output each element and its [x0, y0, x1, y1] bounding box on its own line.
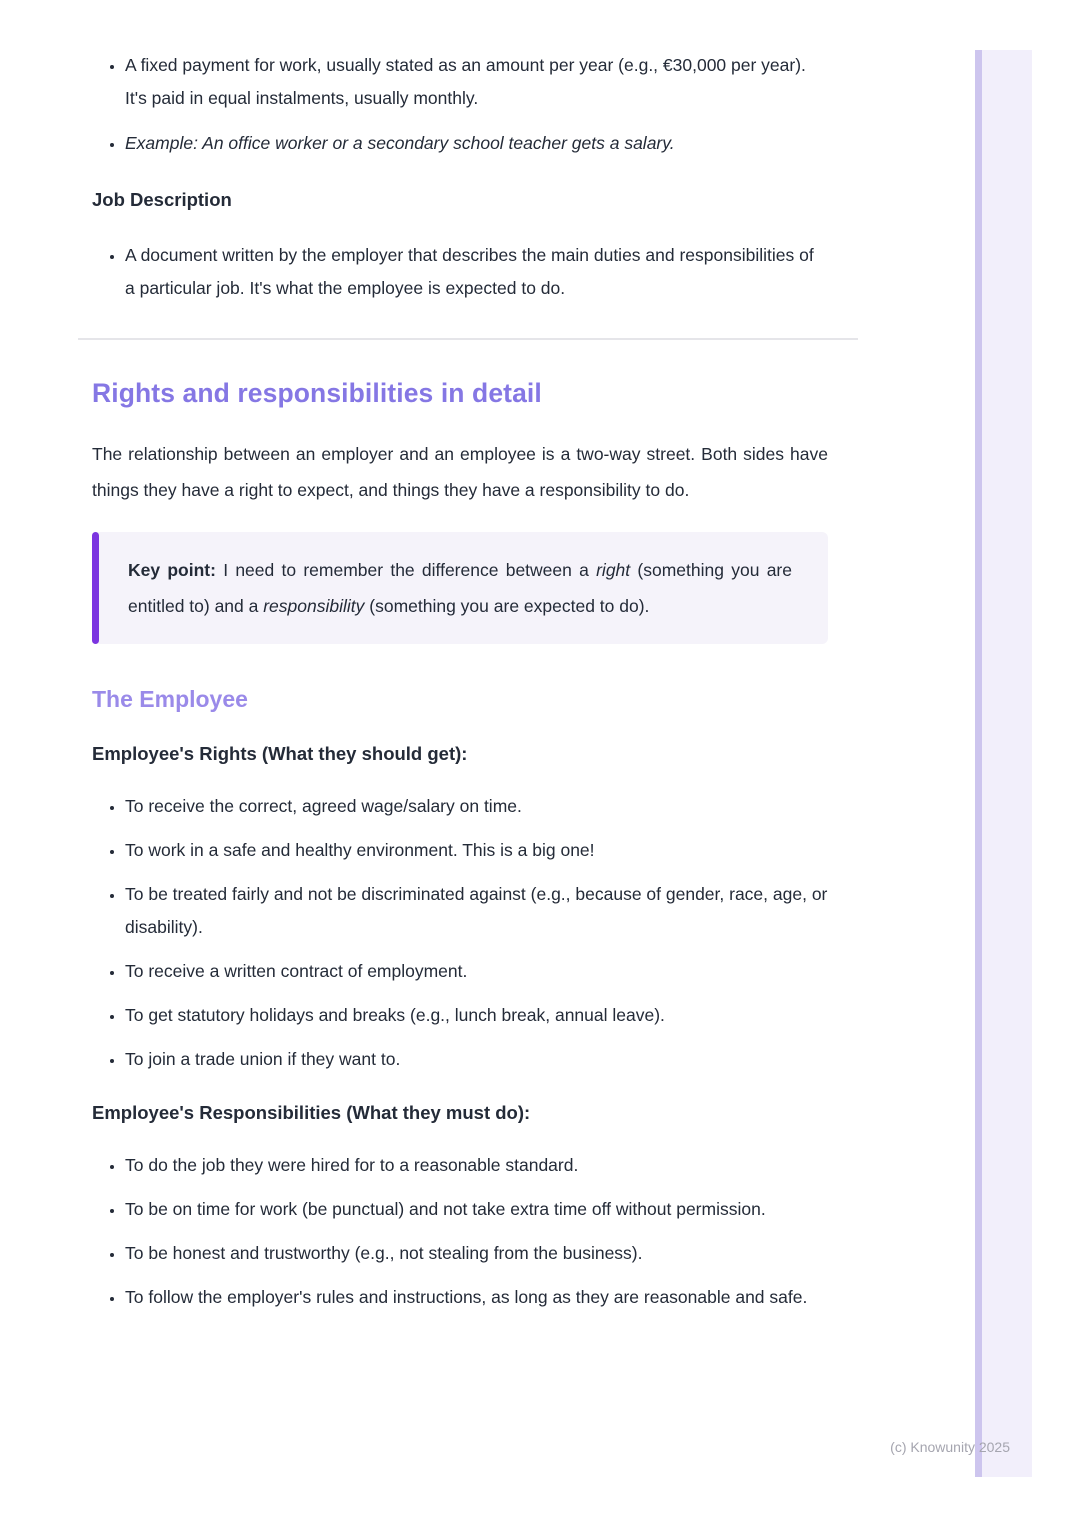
key-point-segment: (something you are expected to do).	[364, 596, 650, 616]
key-point-segment: (something you are entitled to) and a	[128, 560, 792, 616]
employee-rights-list	[92, 790, 828, 1076]
copyright-watermark: (c) Knowunity 2025	[890, 1439, 1010, 1455]
list-item: • A document written by the employer that describes the main duties and responsibilities of a particular job. It's what the employee is expected to do.	[125, 239, 828, 305]
job-description-heading: Job Description	[92, 189, 232, 210]
key-point-segment: right	[596, 560, 631, 580]
list-item: • A fixed payment for work, usually stated as an amount per year (e.g., €30,000 per year). It's paid in equal instalments, usually monthly.	[125, 49, 828, 115]
list-item: • Example: An office worker or a secondary school teacher gets a salary.	[125, 127, 828, 160]
key-point-callout	[92, 532, 828, 644]
key-point-segment: I need to remember the difference between a	[215, 560, 597, 580]
list-item: • To do the job they were hired for to a reasonable standard.	[125, 1149, 828, 1182]
document-content	[92, 0, 828, 1325]
list-item: • To follow the employer's rules and instructions, as long as they are reasonable and safe.	[125, 1281, 828, 1314]
list-item: • To be treated fairly and not be discriminated against (e.g., because of gender, race, age, or disability).	[125, 878, 828, 944]
list-item: • To join a trade union if they want to.	[125, 1043, 828, 1076]
employee-heading: The Employee	[92, 686, 248, 712]
employee-responsibilities-list	[92, 1149, 828, 1314]
section-divider	[78, 338, 858, 340]
list-item: • To work in a safe and healthy environment. This is a big one!	[125, 834, 828, 867]
rights-intro-paragraph: The relationship between an employer and an employee is a two-way street. Both sides have things they have a right to expect, and things they have a responsibility to do.	[92, 444, 828, 500]
list-item: • To get statutory holidays and breaks (e.g., lunch break, annual leave).	[125, 999, 828, 1032]
list-item: • To be honest and trustworthy (e.g., not stealing from the business).	[125, 1237, 828, 1270]
callout-accent-bar	[92, 532, 99, 644]
list-item: • To receive the correct, agreed wage/salary on time.	[125, 790, 828, 823]
salary-bullet-list	[92, 49, 828, 160]
rights-detail-heading: Rights and responsibilities in detail	[92, 378, 542, 408]
key-point-segment: responsibility	[263, 596, 365, 616]
page-edge-decoration	[975, 50, 1032, 1477]
key-point-label: Key point:	[128, 560, 216, 580]
list-item: • To be on time for work (be punctual) and not take extra time off without permission.	[125, 1193, 828, 1226]
list-item: • To receive a written contract of employment.	[125, 955, 828, 988]
key-point-text	[128, 552, 792, 624]
employee-responsibilities-heading: Employee's Responsibilities (What they must do):	[92, 1102, 531, 1123]
employee-rights-heading: Employee's Rights (What they should get):	[92, 743, 468, 764]
job-description-bullet-list	[92, 239, 828, 305]
